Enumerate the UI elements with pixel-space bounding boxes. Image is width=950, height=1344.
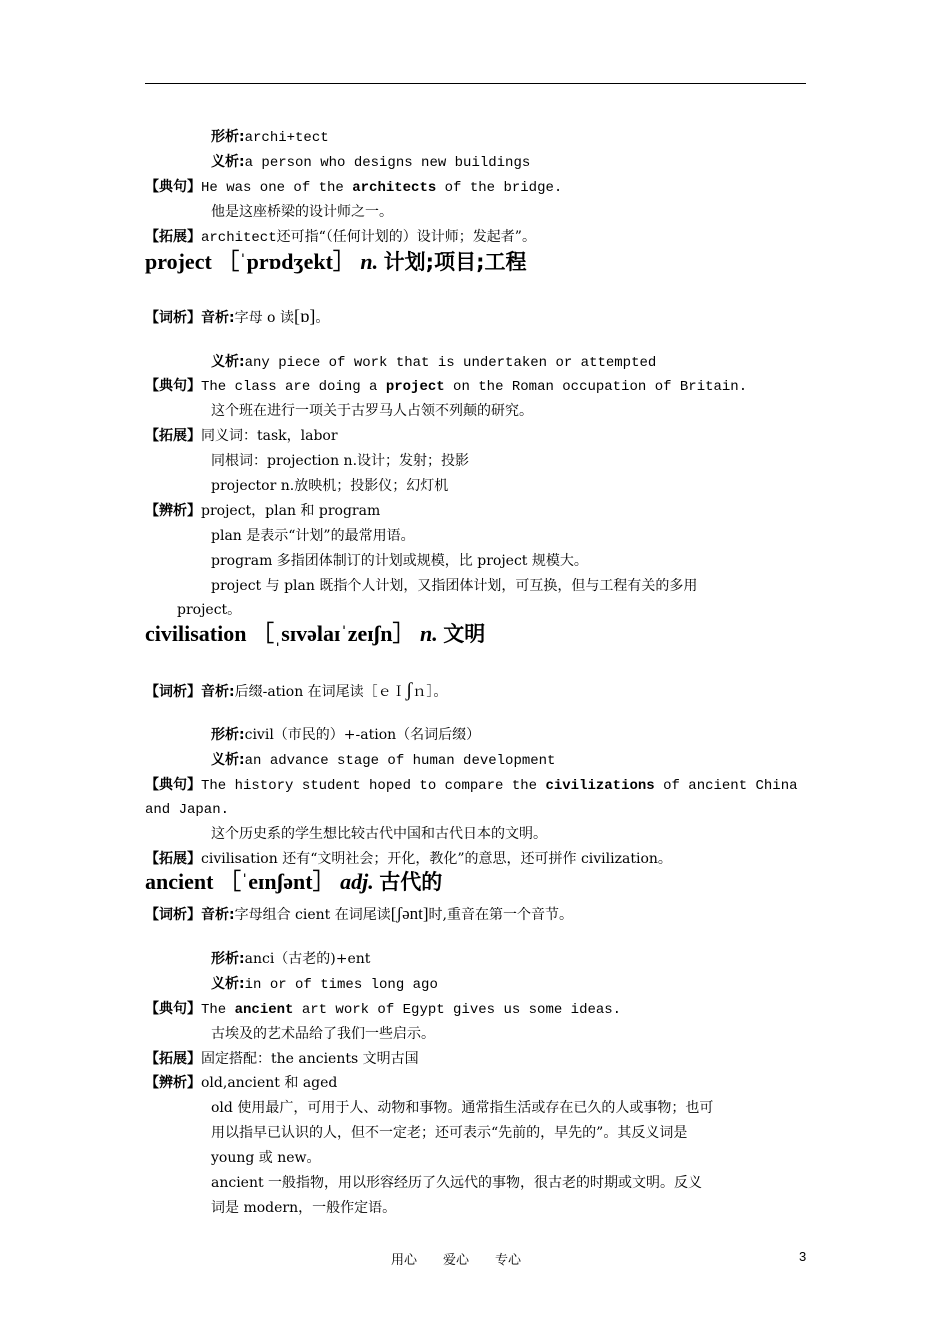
tuozhan-tag: 【拓展】 <box>145 229 201 245</box>
dianju-tag: 【典句】 <box>145 1001 201 1017</box>
bianxi-tag: 【辨析】 <box>145 503 201 519</box>
tuozhan-text: 固定搭配：the ancients 文明古国 <box>201 1051 419 1067</box>
xingxi-line <box>211 127 329 148</box>
tuozhan-line <box>145 227 536 248</box>
dianju-post: of the bridge. <box>436 180 563 196</box>
yixi-text: in or of times long ago <box>244 977 438 993</box>
dianju-translation: 古埃及的艺术品给了我们一些启示。 <box>211 1026 435 1042</box>
head-pos: n. <box>419 621 438 646</box>
head-ipa: ［ˌsɪvəlaɪˈzeɪʃn］ <box>251 621 415 646</box>
bianxi-text: plan 是表示“计划”的最常用语。 <box>211 528 415 544</box>
xingxi-label: 形析: <box>211 129 245 145</box>
yixi-label: 义析: <box>211 154 245 170</box>
dianju-line <box>145 775 798 796</box>
bianxi-text: 用以指早已认识的人，但不一定老；还可表示“先前的，早先的”。其反义词是 <box>211 1125 688 1141</box>
head-word: civilisation <box>145 621 247 646</box>
tuozhan-text: 还可指“（任何计划的）设计师；发起者”。 <box>276 229 536 245</box>
tuozhan-line <box>145 426 338 446</box>
xingxi-text: civil（市民的）+-ation（名词后缀） <box>244 727 481 743</box>
dianju-translation: 他是这座桥梁的设计师之一。 <box>211 204 393 220</box>
entry-heading-civilisation <box>145 620 485 648</box>
tuozhan-text: 同根词：projection n.设计；发射；投影 <box>211 453 470 469</box>
dianju-tag: 【典句】 <box>145 378 201 394</box>
xingxi-label: 形析: <box>211 727 245 743</box>
yixi-label: 义析: <box>211 976 245 992</box>
yinxi-text: 字母 o 读 <box>234 310 294 326</box>
bianxi-text: young 或 new。 <box>211 1150 321 1166</box>
yixi-label: 义析: <box>211 752 245 768</box>
dianju-pre: He was one of the <box>201 180 353 196</box>
page-footer <box>391 1249 547 1268</box>
tuozhan-word: architect <box>201 230 277 246</box>
bianxi-text: project 与 plan 既指个人计划，又指团体计划，可互换，但与工程有关的多用 <box>211 578 698 594</box>
yixi-text: any piece of work that is undertaken or attempted <box>244 355 657 371</box>
yinxi-end: 。 <box>315 310 330 326</box>
yinxi-line <box>145 904 573 925</box>
head-meaning: 古代的 <box>379 870 443 894</box>
bianxi-line <box>145 501 380 521</box>
dianju-keyword: civilizations <box>545 778 655 794</box>
cixi-tag: 【词析】 <box>145 684 201 700</box>
yinxi-line <box>145 306 329 328</box>
yinxi-label: 音析: <box>201 684 235 700</box>
head-meaning: 文明 <box>443 622 486 646</box>
dianju-pre: The class are doing a <box>201 379 386 395</box>
dianju-translation: 这个班在进行一项关于古罗马人占领不列颠的研究。 <box>211 403 533 419</box>
bianxi-text: old,ancient 和 aged <box>201 1075 338 1091</box>
xingxi-line <box>211 725 480 745</box>
cixi-tag: 【词析】 <box>145 907 201 923</box>
tuozhan-text: 同义词：task，labor <box>201 428 338 444</box>
header-rule <box>145 83 806 84</box>
yixi-text: an advance stage of human development <box>244 753 556 769</box>
yinxi-label: 音析: <box>201 907 235 923</box>
yinxi-ipa: ʃ <box>405 679 413 701</box>
head-pos: n. <box>360 249 379 274</box>
tuozhan-line <box>145 849 672 869</box>
yixi-text: a person who designs new buildings <box>244 155 531 171</box>
yixi-line <box>211 152 530 173</box>
xingxi-text: archi+tect <box>244 130 329 146</box>
head-ipa: ［ˈprɒdʒekt］ <box>217 249 355 274</box>
page-number: 3 <box>799 1249 807 1264</box>
xingxi-label: 形析: <box>211 951 245 967</box>
yinxi-text: 后缀-ation 在词尾读［ｅＩ <box>234 684 406 700</box>
yinxi-end: 时,重音在第一个音节。 <box>428 907 573 923</box>
bianxi-line <box>145 1073 337 1093</box>
head-word: ancient <box>145 869 214 894</box>
bianxi-text: ancient 一般指物，用以形容经历了久远代的事物，很古老的时期或文明。反义 <box>211 1175 703 1191</box>
dianju-post: art work of Egypt gives us some ideas. <box>293 1002 622 1018</box>
head-ipa: ［ˈeɪnʃənt］ <box>218 869 335 894</box>
bianxi-text: program 多指团体制订的计划或规模，比 project 规模大。 <box>211 553 588 569</box>
yixi-line <box>211 750 555 771</box>
dianju-keyword: architects <box>352 180 437 196</box>
yinxi-end: ｎ］。 <box>412 684 448 700</box>
tuozhan-tag: 【拓展】 <box>145 851 201 867</box>
yinxi-text: 字母组合 cient 在词尾读 <box>234 907 391 923</box>
yixi-line <box>211 974 438 995</box>
head-pos: adj. <box>340 869 374 894</box>
dianju-pre: The history student hoped to compare the <box>201 778 546 794</box>
dianju-line <box>145 177 562 198</box>
yixi-line <box>211 352 656 373</box>
yinxi-ipa: [ɒ] <box>293 306 316 326</box>
bianxi-text: 词是 modern，一般作定语。 <box>211 1200 397 1216</box>
dianju-tag: 【典句】 <box>145 777 201 793</box>
bianxi-text: old 使用最广，可用于人、动物和事物。通常指生活或存在已久的人或事物；也可 <box>211 1100 714 1116</box>
dianju-post: on the Roman occupation of Britain. <box>444 379 748 395</box>
tuozhan-text: projector n.放映机；投影仪；幻灯机 <box>211 478 449 494</box>
head-word: project <box>145 249 212 274</box>
head-meaning: 计划;项目;工程 <box>383 250 527 274</box>
xingxi-text: anci（古老的)+ent <box>244 951 371 967</box>
footer-word: 专心 <box>495 1253 522 1268</box>
entry-heading-ancient <box>145 868 442 896</box>
tuozhan-text: civilisation 还有“文明社会；开化，教化”的意思，还可拼作 civilization。 <box>201 851 672 867</box>
dianju-keyword: ancient <box>234 1002 294 1018</box>
yinxi-ipa: [ʃənt] <box>390 904 429 923</box>
yinxi-line <box>145 680 447 702</box>
bianxi-tag: 【辨析】 <box>145 1075 201 1091</box>
yinxi-label: 音析: <box>201 310 235 326</box>
tuozhan-tag: 【拓展】 <box>145 428 201 444</box>
dianju-line <box>145 376 747 397</box>
footer-word: 爱心 <box>443 1253 470 1268</box>
footer-word: 用心 <box>391 1253 418 1268</box>
yixi-label: 义析: <box>211 354 245 370</box>
dianju-keyword: project <box>385 379 445 395</box>
dianju-continuation: and Japan. <box>145 802 230 818</box>
dianju-translation: 这个历史系的学生想比较古代中国和古代日本的文明。 <box>211 826 547 842</box>
bianxi-text: project。 <box>177 602 242 618</box>
cixi-tag: 【词析】 <box>145 310 201 326</box>
xingxi-line <box>211 949 370 969</box>
bianxi-text: project，plan 和 program <box>201 503 381 519</box>
tuozhan-line <box>145 1049 419 1069</box>
dianju-post: of ancient China <box>654 778 798 794</box>
tuozhan-tag: 【拓展】 <box>145 1051 201 1067</box>
dianju-pre: The <box>201 1002 235 1018</box>
entry-heading-project <box>145 248 526 276</box>
dianju-tag: 【典句】 <box>145 179 201 195</box>
dianju-line <box>145 999 621 1020</box>
